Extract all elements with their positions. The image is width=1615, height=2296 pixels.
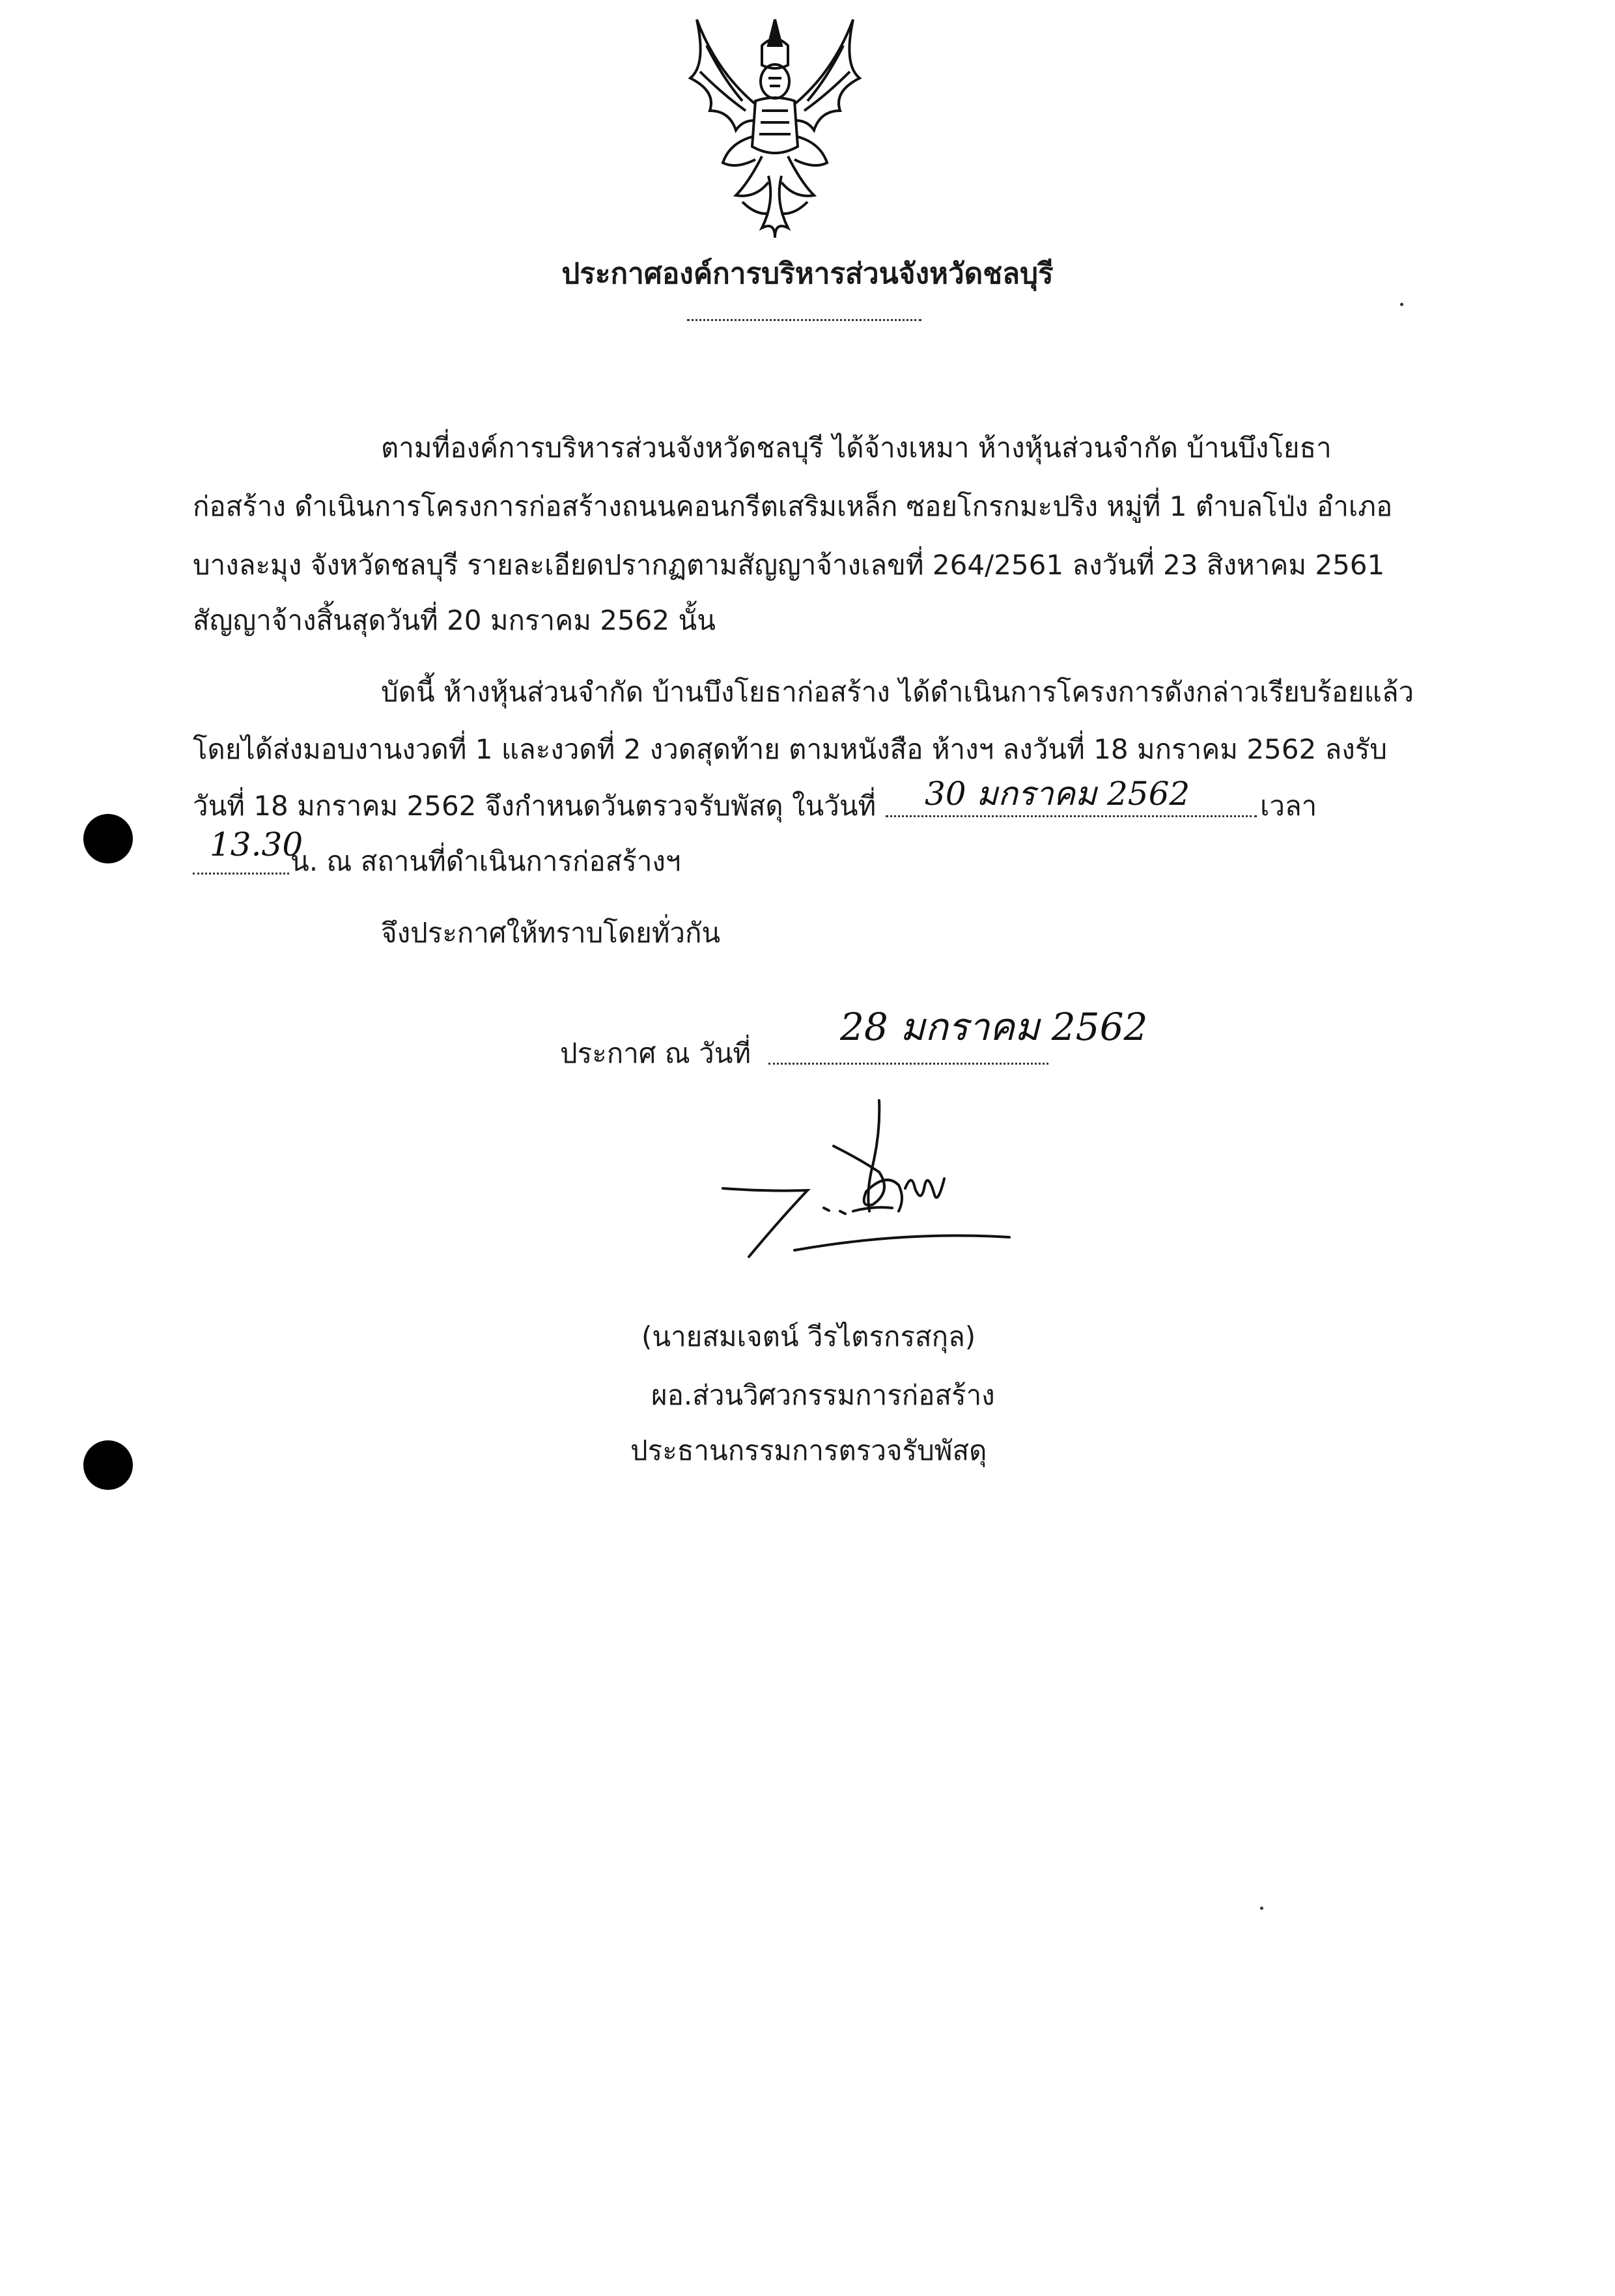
punch-hole-lower xyxy=(83,1440,133,1490)
paragraph-1-line-4: สัญญาจ้างสิ้นสุดวันที่ 20 มกราคม 2562 นั้น xyxy=(193,604,716,636)
document-title: ประกาศองค์การบริหารส่วนจังหวัดชลบุรี xyxy=(561,257,1054,290)
paragraph-2-line-4: น. ณ สถานที่ดำเนินการก่อสร้างฯ xyxy=(290,845,681,877)
handwritten-inspection-date: 30 มกราคม 2562 xyxy=(925,775,1190,813)
punch-hole-upper xyxy=(83,814,133,863)
paragraph-2-time-label: เวลา xyxy=(1260,790,1317,822)
paragraph-2-line-3-prefix: วันที่ 18 มกราคม 2562 จึงกำหนดวันตรวจรับพัสดุ ในวันที่ xyxy=(193,790,877,822)
handwritten-announce-date: 28 มกราคม 2562 xyxy=(840,1005,1148,1049)
paragraph-1-line-3: บางละมุง จังหวัดชลบุรี รายละเอียดปรากฏตามสัญญาจ้างเลขที่ 264/2561 ลงวันที่ 23 สิงหาคม 2561 xyxy=(193,549,1385,581)
paragraph-1-line-1: ตามที่องค์การบริหารส่วนจังหวัดชลบุรี ได้จ้างเหมา ห้างหุ้นส่วนจำกัด บ้านบึงโยธา xyxy=(381,432,1332,464)
signatory-role: ประธานกรรมการตรวจรับพัสดุ xyxy=(630,1435,987,1466)
paragraph-2-line-1: บัดนี้ ห้างหุ้นส่วนจำกัด บ้านบึงโยธาก่อสร้าง ได้ดำเนินการโครงการดังกล่าวเรียบร้อยแล้ว xyxy=(381,676,1414,708)
signatory-position: ผอ.ส่วนวิศวกรรมการก่อสร้าง xyxy=(651,1379,995,1411)
scan-speck xyxy=(1400,303,1403,306)
signatory-name: (นายสมเจตน์ วีรไตรกรสกุล) xyxy=(641,1321,976,1352)
handwritten-signature xyxy=(710,1094,1022,1276)
paragraph-2-line-2: โดยได้ส่งมอบงานงวดที่ 1 และงวดที่ 2 งวดสุดท้าย ตามหนังสือ ห้างฯ ลงวันที่ 18 มกราคม 2562 ลงรับ xyxy=(193,733,1388,765)
title-dotted-rule xyxy=(687,319,921,321)
inspection-time-dotted-field xyxy=(193,873,289,875)
garuda-emblem xyxy=(671,7,879,241)
handwritten-inspection-time: 13.30 xyxy=(210,826,303,863)
announce-date-label: ประกาศ ณ วันที่ xyxy=(560,1037,751,1069)
announce-date-dotted-field xyxy=(768,1063,1048,1065)
scan-speck xyxy=(1260,1907,1263,1910)
paragraph-1-line-2: ก่อสร้าง ดำเนินการโครงการก่อสร้างถนนคอนกรีตเสริมเหล็ก ซอยโกรกมะปริง หมู่ที่ 1 ตำบลโป่ง อำเภอ xyxy=(193,490,1393,522)
closing-statement: จึงประกาศให้ทราบโดยทั่วกัน xyxy=(381,917,721,949)
